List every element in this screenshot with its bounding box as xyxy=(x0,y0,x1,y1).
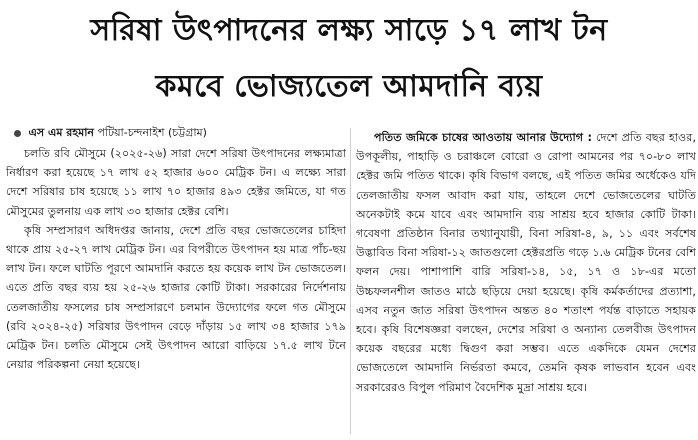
right-paragraph-text: দেশে প্রতি বছর হাওর, উপকূলীয়, পাহাড়ি ও চরাঞ্চলে বোরো ও রোপা আমনের পর ৭০-৮০ লাখ হেক্টর জমি পতিত থাকে। কৃষি বিভাগ বলছে, এই পতিত জমির অর্ধেকেও যদি তেলজাতীয় ফসল আবাদ করা যায়, তাহলে দেশে ভোজতেলের ঘাটতি অনেকটাই কমে যাবে এবং আমদানি ব্যয় সাশ্রয় হবে হাজার কোটি টাকা। গবেষণা প্রতিষ্ঠান বিনার তথ্যানুযায়ী, বিনা সরিষা-৪, ৯, ১১ এবং সর্বশেষ উদ্ভাবিত বিনা সরিষা-১২ জাতগুলো হেক্টরপ্রতি গড়ে ১.৬ মেট্রিক টনের বেশি ফলন দেয়। পাশাপাশি বারি সরিষা-১৪, ১৫, ১৭ ও ১৮-এর মতো উচ্চফলনশীল জাতও মাঠে ছড়িয়ে দেয়া হয়েছে। কৃষি কর্মকর্তাদের প্রত্যাশা, এসব নতুন জাত সরিষা উৎপাদন অন্তত ৪০ শতাংশ পর্যন্ত বাড়াতে সহায়ক হবে। কৃষি বিশেষজ্ঞরা বলছেন, দেশের সরিষা ও অন্যান্য তেলবীজ উৎপাদন কয়েক বছরের মধ্যে দ্বিগুণ করা সম্ভব। এতে একদিকে যেমন দেশের ভোজতেলে আমদানি নির্ভরতা কমবে, তেমনি কৃষক লাভবান হবেন এবং সরকারেরও বিপুল পরিমাণ বৈদেশিক মুদ্রা সাশ্রয় হবে। xyxy=(356,131,696,394)
left-column xyxy=(6,144,346,434)
column-divider xyxy=(350,128,351,434)
bullet-icon xyxy=(14,130,21,137)
right-paragraph-1 xyxy=(356,128,696,397)
headline-line-2: কমবে ভোজ্যতেল আমদানি ব্যয় xyxy=(155,69,543,104)
headline-line-1: সরিষা উৎপাদনের লক্ষ্য সাড়ে ১৭ লাখ টন xyxy=(90,13,608,48)
left-paragraph-1: চলতি রবি মৌসুমে (২০২৫-২৬) সারা দেশে সরিষা উৎপাদনের লক্ষ্যমাত্রা নির্ধারণ করা হয়েছে ১৭ লাখ ৫২ হাজার ৬০০ মেট্রিক টন। এ লক্ষ্যে সারা দেশে সরিষার চাষ হয়েছে ১১ লাখ ৭০ হাজার ৪৯৩ হেক্টর জমিতে, যা গত মৌসুমের তুলনায় এক লাখ ৩০ হাজার হেক্টর বেশি। xyxy=(6,147,346,218)
byline-location: পটিয়া-চন্দনাইশ (চট্টগ্রাম) xyxy=(97,126,207,139)
subheading: পতিত জমিকে চাষের আওতায় আনার উদ্যোগ : xyxy=(374,131,592,144)
byline xyxy=(14,126,207,140)
left-paragraph-2: কৃষি সম্প্রসারণ অধিদপ্তর জানায়, দেশে প্রতি বছর ভোজতেলের চাহিদা থাকে প্রায় ২৫-২৭ লাখ মেট্রিক টন। এর বিপরীতে উৎপাদন হয় মাত্র পাঁচ-ছয় লাখ টন। ফলে ঘাটতি পূরণে আমদানি করতে হয় কয়েক লাখ টন ভোজতেল। এতে প্রতি বছর ব্যয় হয় ২৫-২৬ হাজার কোটি টাকা। সরকারের নির্দেশনায় তেলজাতীয় ফসলের চাষ সম্প্রসারণে চলমান উদ্যোগের ফলে গত মৌসুমে (রবি ২০২৪-২৫) সরিষার উৎপাদন বেড়ে দাঁড়ায় ১৫ লাখ ৩৪ হাজার ১৭৯ মেট্রিক টন। চলতি মৌসুমে সেই উৎপাদন আরো বাড়িয়ে ১৭.৫ লাখ টনে নেয়ার পরিকল্পনা নেয়া হয়েছে। xyxy=(6,223,346,372)
right-column xyxy=(356,128,696,434)
author-name: এস এম রহমান xyxy=(28,126,94,139)
